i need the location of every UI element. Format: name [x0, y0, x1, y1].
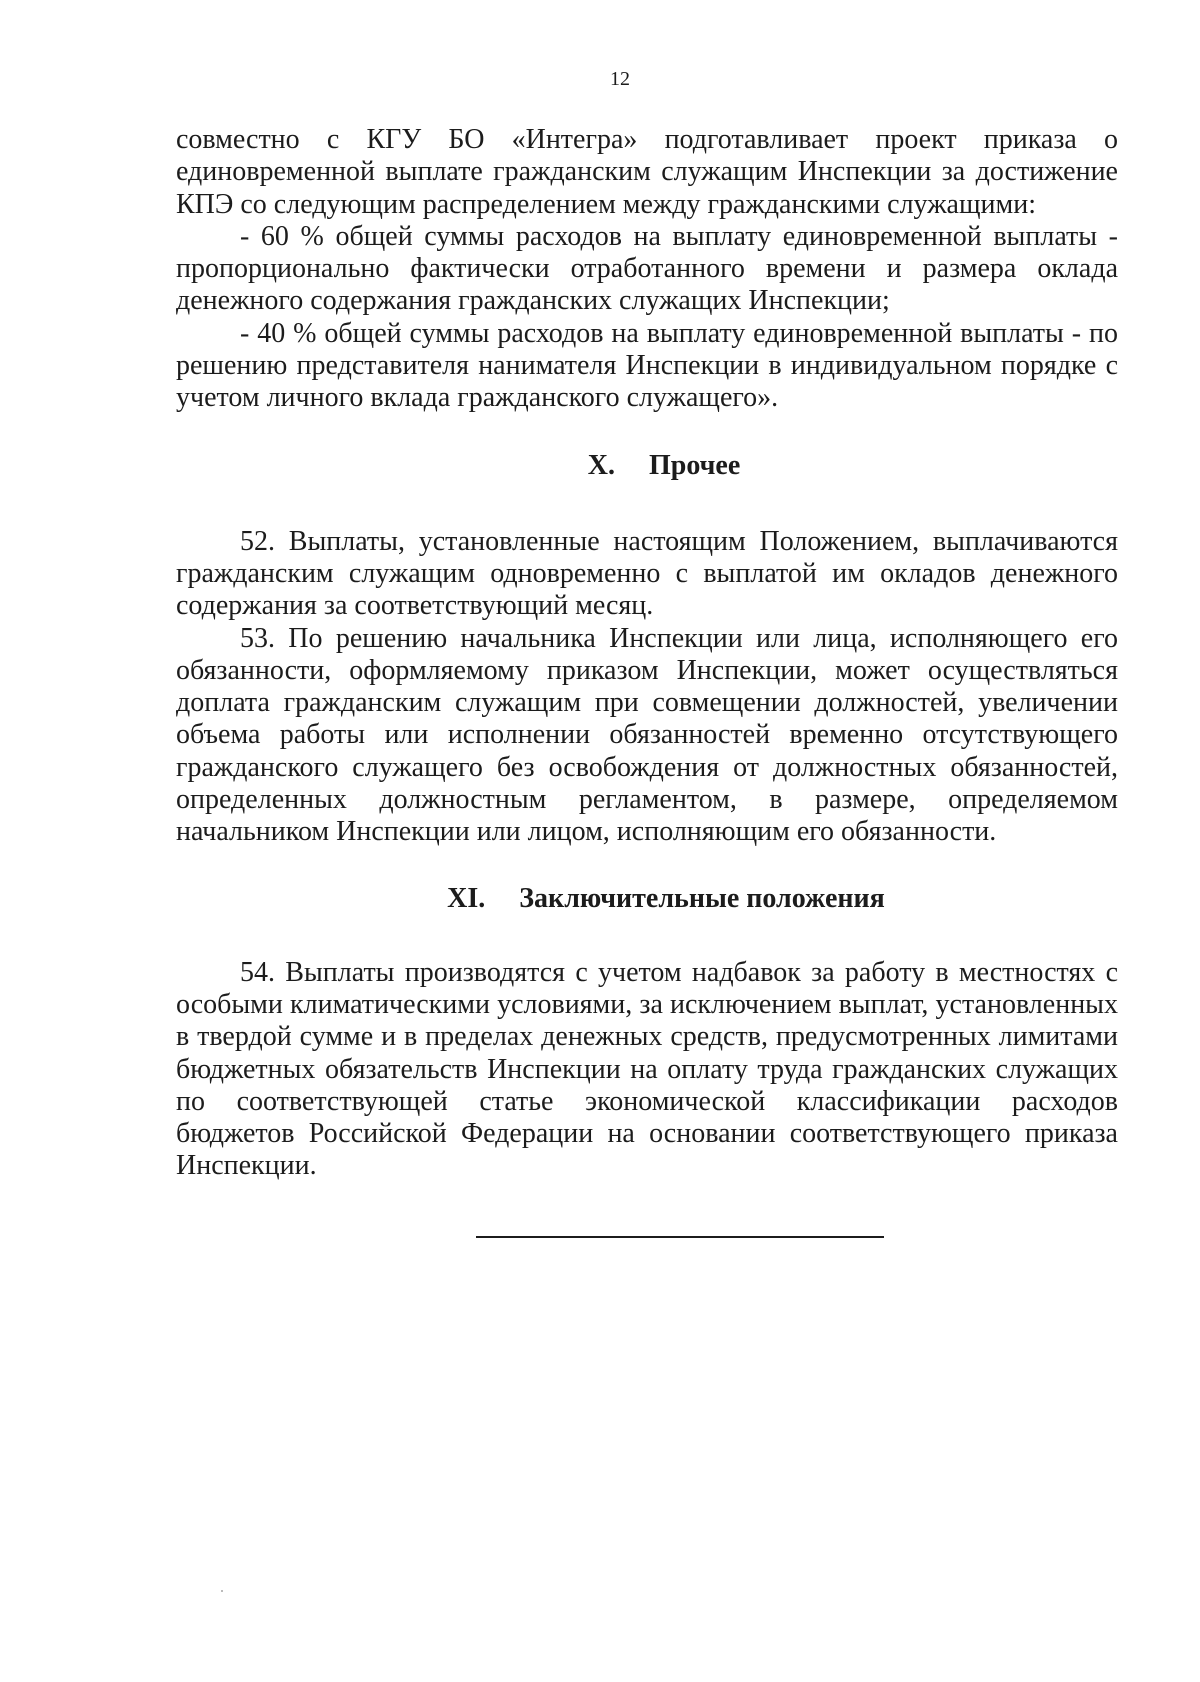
scan-speck: [221, 1590, 223, 1592]
paragraph-52: 52. Выплаты, установленные настоящим Положением, выплачиваются гражданским служащим одновременно с выплатой им окладов денежного содержания за соответствующий месяц.: [176, 525, 1118, 622]
section-xi-heading: [176, 883, 1118, 915]
section-xi-title: Заключительные положения: [519, 882, 885, 914]
section-x-heading: [176, 450, 1118, 482]
paragraph-53: 53. По решению начальника Инспекции или лица, исполняющего его обязанности, оформляемому приказом Инспекции, может осуществляться доплата гражданским служащим при совмещении должностей, увеличении объема работы или исполнении обязанностей временно отсутствующего гражданского служащего без освобождения от должностных обязанностей, определенных должностным регламентом, в размере, определяемом начальником Инспекции или лицом, исполняющим его обязанности.: [176, 622, 1118, 848]
end-of-document-rule: [476, 1236, 884, 1238]
section-x-number: X.: [587, 449, 615, 481]
bullet-paragraph-60: - 60 % общей суммы расходов на выплату единовременной выплаты - пропорционально фактически отработанного времени и размера оклада денежного содержания гражданских служащих Инспекции;: [176, 220, 1118, 317]
document-body: [176, 124, 1118, 1183]
section-xi-number: XI.: [447, 882, 486, 914]
intro-paragraph: совместно с КГУ БО «Интегра» подготавливает проект приказа о единовременной выплате гражданским служащим Инспекции за достижение КПЭ со следующим распределением между гражданскими служащими:: [176, 124, 1118, 220]
paragraph-54: 54. Выплаты производятся с учетом надбавок за работу в местностях с особыми климатическими условиями, за исключением выплат, установленных в твердой сумме и в пределах денежных средств, предусмотренных лимитами бюджетных обязательств Инспекции на оплату труда гражданских служащих по соответствующей статье экономической классификации расходов бюджетов Российской Федерации на основании соответствующего приказа Инспекции.: [176, 956, 1118, 1182]
bullet-paragraph-40: - 40 % общей суммы расходов на выплату единовременной выплаты - по решению представителя нанимателя Инспекции в индивидуальном порядке с учетом личного вклада гражданского служащего».: [176, 317, 1118, 414]
section-x-title: Прочее: [648, 449, 741, 481]
page-number: 12: [610, 68, 630, 90]
